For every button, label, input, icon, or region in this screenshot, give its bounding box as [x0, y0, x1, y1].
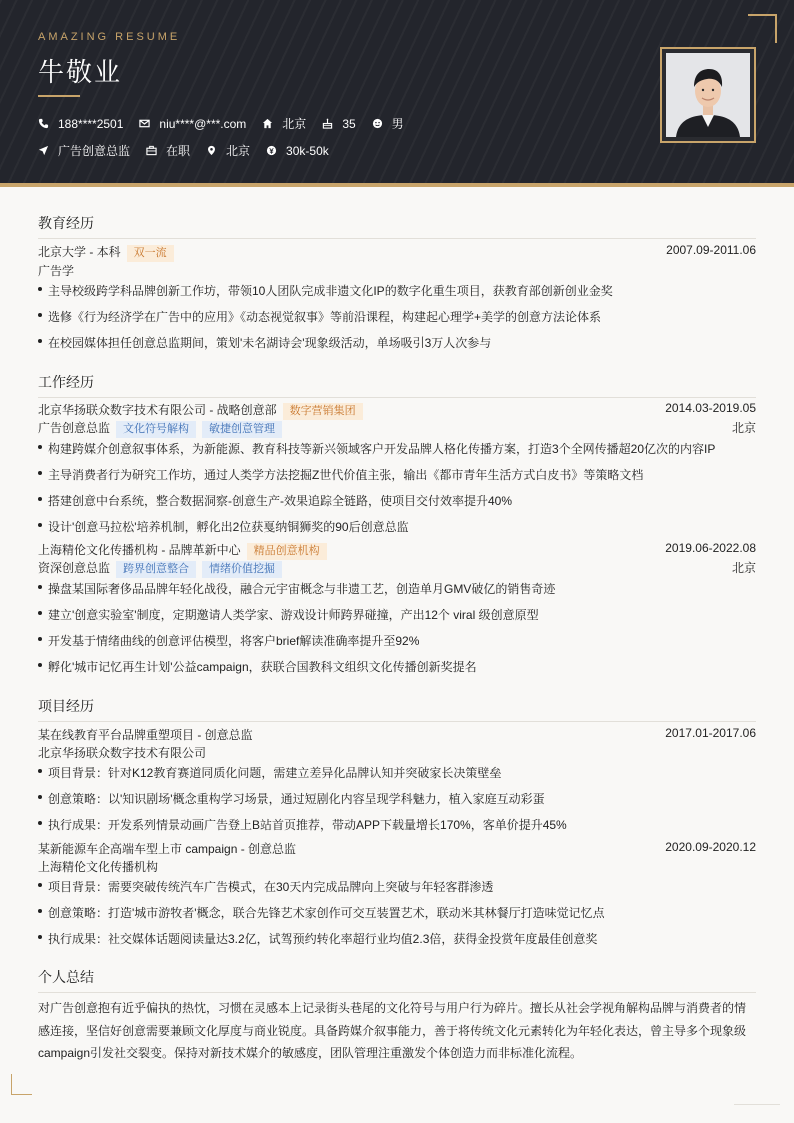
target-role-value: 广告创意总监 — [58, 144, 131, 158]
list-item: 执行成果：开发系列情景动画广告登上B站首页推荐，带动APP下载量增长170%，客单价提升45% — [38, 816, 756, 833]
list-item: 建立'创意实验室'制度，定期邀请人类学家、游戏设计师跨界碰撞，产出12个 viral 级创意原型 — [38, 606, 756, 623]
job-location: 北京 — [731, 561, 756, 575]
list-item: 在校园媒体担任创意总监期间，策划'未名湖诗会'现象级活动，单场吸引3万人次参与 — [38, 334, 756, 351]
footer-divider — [734, 1104, 780, 1105]
gender-icon — [372, 118, 383, 129]
job-dates: 2019.06-2022.08 — [665, 541, 756, 555]
city-item — [262, 115, 306, 132]
location-icon — [206, 145, 217, 156]
section-title-work: 工作经历 — [38, 372, 756, 398]
corner-ornament — [748, 14, 777, 43]
list-item: 主导消费者行为研究工作坊，通过人类学方法挖掘Z世代价值主张，输出《都市青年生活方式白皮书》等策略文档 — [38, 466, 756, 483]
skill-tag: 文化符号解构 — [116, 421, 196, 438]
project-company: 北京华扬联众数字技术有限公司 — [38, 746, 207, 760]
header-tagline: AMAZING RESUME — [38, 31, 181, 43]
job-company: 上海精伦文化传播机构 - 品牌革新中心 — [38, 543, 241, 557]
age-item — [322, 117, 355, 131]
project-dates: 2017.01-2017.06 — [665, 726, 756, 740]
education-dates: 2007.09-2011.06 — [666, 243, 756, 257]
money-icon — [266, 145, 277, 156]
mail-icon — [139, 118, 150, 129]
candidate-name: 牛敬业 — [38, 57, 123, 87]
city-value: 北京 — [282, 117, 307, 131]
job-badge: 数字营销集团 — [283, 403, 363, 420]
education-badge: 双一流 — [127, 245, 174, 262]
job-role: 资深创意总监 — [38, 561, 111, 575]
salary-item — [266, 144, 329, 158]
project-dates: 2020.09-2020.12 — [665, 840, 756, 854]
job-badge: 精品创意机构 — [247, 543, 327, 560]
list-item: 创意策略：以'知识剧场'概念重构学习场景，通过短剧化内容呈现学科魅力，植入家庭互动彩蛋 — [38, 790, 756, 807]
cake-icon — [322, 118, 333, 129]
job-dates: 2014.03-2019.05 — [665, 401, 756, 415]
project-name: 某新能源车企高端车型上市 campaign - 创意总监 — [38, 842, 297, 856]
list-item: 构建跨媒介创意叙事体系，为新能源、教育科技等新兴领域客户开发品牌人格化传播方案，打造3个全网传播超20亿次的内容IP — [38, 440, 756, 457]
target-role-item — [38, 142, 130, 159]
target-city-item — [206, 142, 250, 159]
project-header — [38, 726, 756, 743]
summary-text: 对广告创意抱有近乎偏执的热忱，习惯在灵感本上记录街头巷尾的文化符号与用户行为碎片。擅长从社会学视角解构品牌与消费者的情感连接，坚信好创意需要兼顾文化厚度与商业锐度。具备跨媒介叙事能力，善于将传统文化元素转化为年轻化表达，曾主导多个现象级campaign引发社交裂变。保持对新技术媒介的敏感度，团队管理注重激发个体创造力而非标准化流程。 — [38, 1001, 747, 1060]
avatar — [666, 53, 750, 137]
email-item — [139, 117, 246, 131]
list-item: 选修《行为经济学在广告中的应用》《动态视觉叙事》等前沿课程，构建起心理学+美学的创意方法论体系 — [38, 308, 756, 325]
section-title-education: 教育经历 — [38, 213, 756, 239]
list-item: 操盘某国际奢侈品品牌年轻化战役，融合元宇宙概念与非遗工艺，创造单月GMV破亿的销售奇迹 — [38, 580, 756, 597]
list-item: 开发基于情绪曲线的创意评估模型，将客户brief解读准确率提升至92% — [38, 632, 756, 649]
list-item: 执行成果：社交媒体话题阅读量达3.2亿，试驾预约转化率超行业均值2.3倍，获得金投赏年度最佳创意奖 — [38, 930, 756, 947]
list-item: 主导校级跨学科品牌创新工作坊，带领10人团队完成非遗文化IP的数字化重生项目，获教育部创新创业金奖 — [38, 282, 756, 299]
corner-ornament — [11, 1074, 32, 1095]
section-title-projects: 项目经历 — [38, 696, 756, 722]
phone-item — [38, 117, 123, 131]
education-header — [38, 243, 756, 262]
list-item: 设计'创意马拉松'培养机制，孵化出2位获戛纳铜狮奖的90后创意总监 — [38, 518, 756, 535]
skill-tag: 跨界创意整合 — [116, 561, 196, 578]
briefcase-icon — [146, 145, 157, 156]
job-header — [38, 541, 756, 560]
gender-item — [372, 115, 404, 132]
gender-value: 男 — [391, 117, 404, 131]
job-role: 广告创意总监 — [38, 421, 111, 435]
status-value: 在职 — [166, 144, 191, 158]
name-underline — [38, 95, 80, 97]
phone-icon — [38, 118, 49, 129]
education-school: 北京大学 - 本科 — [38, 245, 121, 259]
job-location: 北京 — [731, 421, 756, 435]
job-role-row — [38, 559, 756, 578]
job-company: 北京华扬联众数字技术有限公司 - 战略创意部 — [38, 403, 277, 417]
target-city-value: 北京 — [226, 144, 251, 158]
resume-header — [0, 0, 794, 187]
list-item: 项目背景：针对K12教育赛道同质化问题，需建立差异化品牌认知并突破家长决策壁垒 — [38, 764, 756, 781]
list-item: 孵化'城市记忆再生计划'公益campaign，获联合国教科文组织文化传播创新奖提名 — [38, 658, 756, 675]
home-icon — [262, 118, 273, 129]
status-item — [146, 142, 190, 159]
project-header — [38, 840, 756, 857]
send-icon — [38, 145, 49, 156]
contact-row — [38, 115, 420, 132]
age-value: 35 — [342, 116, 356, 131]
education-major: 广告学 — [38, 264, 75, 278]
list-item: 项目背景：需要突破传统汽车广告模式，在30天内完成品牌向上突破与年轻客群渗透 — [38, 878, 756, 895]
phone-value: 188****2501 — [58, 116, 124, 131]
skill-tag: 敏捷创意管理 — [202, 421, 282, 438]
job-header — [38, 401, 756, 420]
section-title-summary: 个人总结 — [38, 967, 756, 993]
avatar-frame — [660, 47, 756, 143]
list-item: 创意策略：打造'城市游牧者'概念，联合先锋艺术家创作可交互装置艺术，联动米其林餐厅打造味觉记忆点 — [38, 904, 756, 921]
project-name: 某在线教育平台品牌重塑项目 - 创意总监 — [38, 728, 253, 742]
list-item: 搭建创意中台系统，整合数据洞察-创意生产-效果追踪全链路，使项目交付效率提升40% — [38, 492, 756, 509]
skill-tag: 情绪价值挖掘 — [202, 561, 282, 578]
salary-value: 30k-50k — [286, 143, 329, 158]
project-company: 上海精伦文化传播机构 — [38, 860, 159, 874]
email-value: niu****@***.com — [159, 116, 247, 131]
job-intent-row — [38, 142, 345, 159]
job-role-row — [38, 419, 756, 438]
